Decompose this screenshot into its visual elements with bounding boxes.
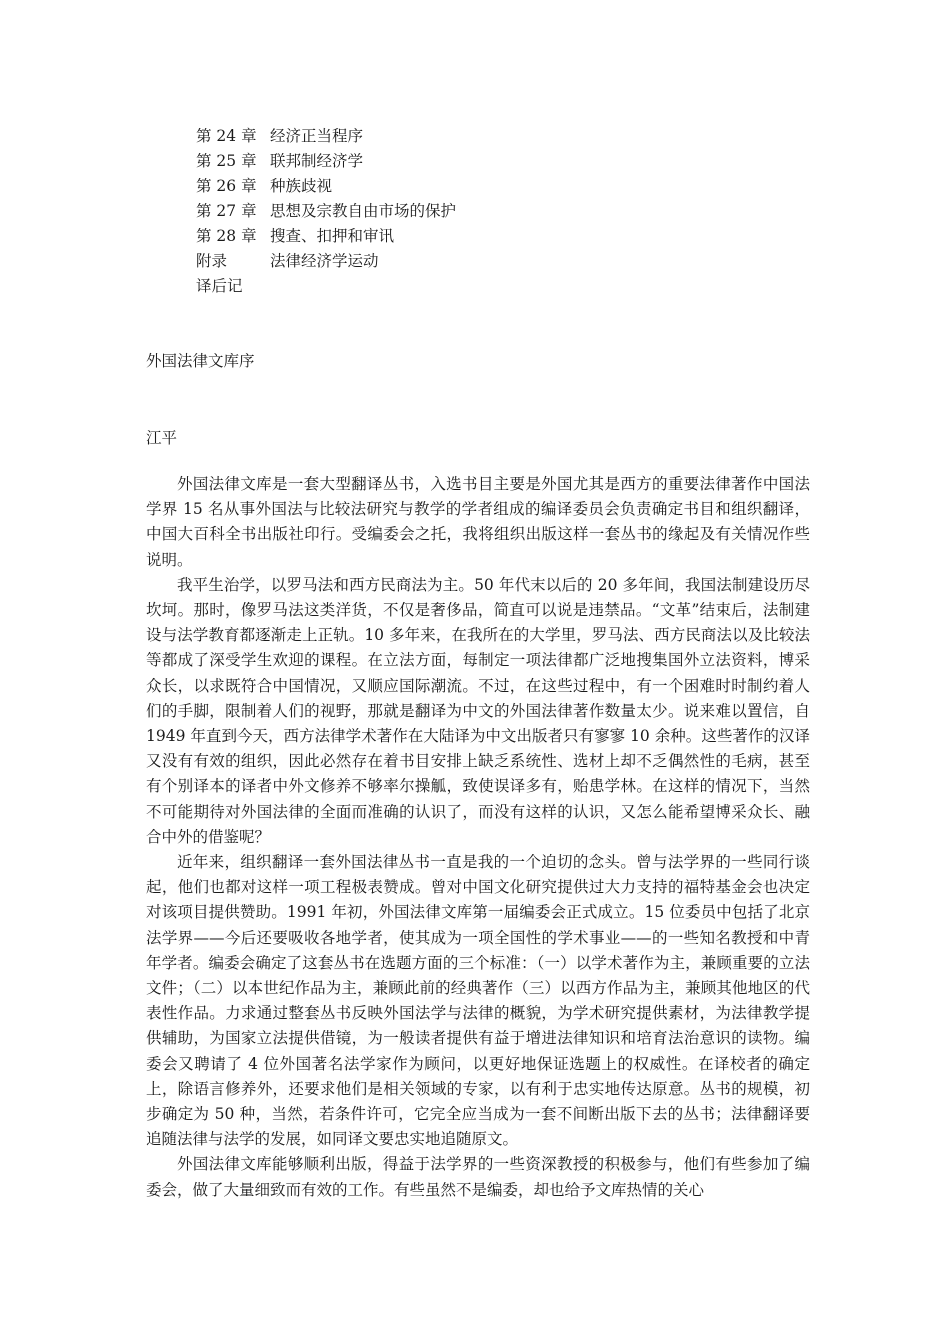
toc-chapter-number: 第 27 章 — [196, 202, 257, 220]
toc-item — [196, 199, 456, 224]
toc-chapter-number: 第 25 章 — [196, 152, 257, 170]
preface-author: 江平 — [146, 429, 178, 447]
toc-appendix-label: 附录 — [196, 252, 228, 270]
toc-item — [196, 174, 456, 199]
toc-item — [196, 274, 456, 299]
toc-chapter-title: 联邦制经济学 — [270, 152, 364, 170]
toc-item — [196, 149, 456, 174]
toc-appendix-title: 法律经济学运动 — [270, 252, 379, 270]
body-paragraph: 我平生治学，以罗马法和西方民商法为主。50 年代末以后的 20 多年间，我国法制建设历尽坎坷。那时，像罗马法这类洋货，不仅是奢侈品，简直可以说是违禁品。“文革”结束后，法制建设与法学教育都逐渐走上正轨。10 多年来，在我所在的大学里，罗马法、西方民商法以及比较法等都成了深受学生欢迎的课程。在立法方面，每制定一项法律都广泛地搜集国外立法资料，博采众长，以求既符合中国情况，又顺应国际潮流。不过，在这些过程中，有一个困难时时制约着人们的手脚，限制着人们的视野，那就是翻译为中文的外国法律著作数量太少。说来难以置信，自 1949 年直到今天，西方法律学术著作在大陆译为中文出版者只有寥寥 10 余种。这些著作的汉译又没有有效的组织，因此必然存在着书目安排上缺乏系统性、选材上却不乏偶然性的毛病，甚至有个别译本的译者中外文修养不够率尔操觚，致使误译多有，贻患学林。在这样的情况下，当然不可能期待对外国法律的全面而准确的认识了，而没有这样的认识，又怎么能希望博采众长、融合中外的借鉴呢？ — [146, 575, 810, 846]
toc-item — [196, 224, 456, 249]
toc-chapter-title: 经济正当程序 — [270, 127, 364, 145]
toc-chapter-title: 搜查、扣押和审讯 — [270, 227, 395, 245]
table-of-contents — [196, 124, 456, 299]
preface-title: 外国法律文库序 — [146, 352, 255, 370]
body-paragraph: 外国法律文库是一套大型翻译丛书，入选书目主要是外国尤其是西方的重要法律著作中国法学界 15 名从事外国法与比较法研究与教学的学者组成的编译委员会负责确定书目和组织翻译，中国大百科全书出版社印行。受编委会之托，我将组织出版这样一套丛书的缘起及有关情况作些说明。 — [146, 475, 810, 569]
toc-chapter-title: 思想及宗教自由市场的保护 — [270, 202, 457, 220]
body-paragraph: 近年来，组织翻译一套外国法律丛书一直是我的一个迫切的念头。曾与法学界的一些同行谈起，他们也都对这样一项工程极表赞成。曾对中国文化研究提供过大力支持的福特基金会也决定对该项目提供赞助。1991 年初，外国法律文库第一届编委会正式成立。15 位委员中包括了北京法学界——今后还要吸收各地学者，使其成为一项全国性的学术事业——的一些知名教授和中青年学者。编委会确定了这套丛书在选题方面的三个标准：（一）以学术著作为主，兼顾重要的立法文件；（二）以本世纪作品为主，兼顾此前的经典著作（三）以西方作品为主，兼顾其他地区的代表性作品。力求通过整套丛书反映外国法学与法律的概貌，为学术研究提供素材，为法律教学提供辅助，为国家立法提供借镜，为一般读者提供有益于增进法律知识和培育法治意识的读物。编委会又聘请了 4 位外国著名法学家作为顾问，以更好地保证选题上的权威性。在译校者的确定上，除语言修养外，还要求他们是相关领域的专家，以有利于忠实地传达原意。丛书的规模，初步确定为 50 种，当然，若条件许可，它完全应当成为一套不间断出版下去的丛书；法律翻译要追随法律与法学的发展，如同译文要忠实地追随原文。 — [146, 853, 810, 1149]
toc-chapter-number: 第 26 章 — [196, 177, 257, 195]
toc-item — [196, 124, 456, 149]
toc-chapter-number: 第 24 章 — [196, 127, 257, 145]
toc-item — [196, 249, 456, 274]
toc-chapter-number: 第 28 章 — [196, 227, 257, 245]
toc-chapter-title: 种族歧视 — [270, 177, 333, 195]
toc-afterword-label: 译后记 — [196, 277, 243, 295]
preface-body — [146, 472, 810, 1203]
body-paragraph: 外国法律文库能够顺利出版，得益于法学界的一些资深教授的积极参与，他们有些参加了编委会，做了大量细致而有效的工作。有些虽然不是编委，却也给予文库热情的关心 — [146, 1155, 810, 1199]
